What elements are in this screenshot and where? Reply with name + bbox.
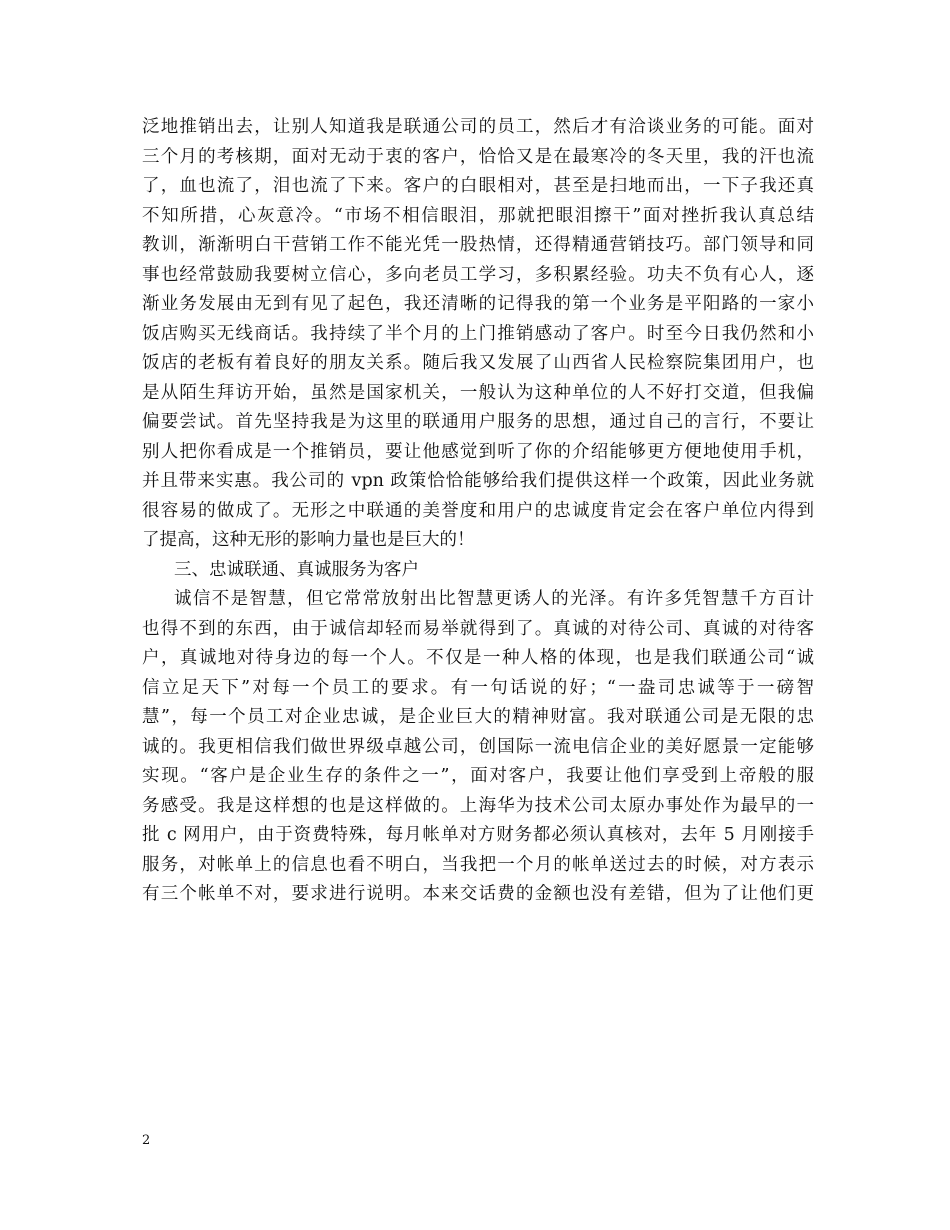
page-number: 2 [142,1133,151,1148]
text-line: 批 c 网用户，由于资费特殊，每月帐单对方财务都必须认真核对，去年 5 月刚接手 [142,825,814,845]
text-line: 并且带来实惠。我公司的 vpn 政策恰恰能够给我们提供这样一个政策，因此业务就 [142,471,814,491]
text-line: 泛地推销出去，让别人知道我是联通公司的员工，然后才有洽谈业务的可能。面对 [142,117,814,137]
text-line: 信立足天下”对每一个员工的要求。有一句话说的好；“一盎司忠诚等于一磅智 [142,677,814,698]
text-line: 很容易的做成了。无形之中联通的美誉度和用户的忠诚度肯定会在客户单位内得到 [142,500,814,521]
text-line: 教训，渐渐明白干营销工作不能光凭一股热情，还得精通营销技巧。部门领导和同 [142,235,814,255]
text-line: 渐业务发展由无到有见了起色，我还清晰的记得我的第一个业务是平阳路的一家小 [142,294,814,314]
text-line: 服务，对帐单上的信息也看不明白，当我把一个月的帐单送过去的时候，对方表示 [142,854,814,875]
text-line: 务感受。我是这样想的也是这样做的。上海华为技术公司太原办事处作为最早的一 [142,795,814,816]
text-line: 实现。“客户是企业生存的条件之一”，面对客户，我要让他们享受到上帝般的服 [142,766,814,786]
text-line: 也得不到的东西，由于诚信却轻而易举就得到了。真诚的对待公司、真诚的对待客 [142,618,814,639]
text-line: 事也经常鼓励我要树立信心，多向老员工学习，多积累经验。功夫不负有心人，逐 [142,264,814,285]
text-line: 户，真诚地对待身边的每一个人。不仅是一种人格的体现，也是我们联通公司“诚 [142,648,814,668]
body-text [142,113,814,910]
text-line: 了，血也流了，泪也流了下来。客户的白眼相对，甚至是扫地而出，一下子我还真 [142,176,814,196]
text-line: 是从陌生拜访开始，虽然是国家机关，一般认为这种单位的人不好打交道，但我偏 [142,382,814,403]
text-line: 诚的。我更相信我们做世界级卓越公司，创国际一流电信企业的美好愿景一定能够 [142,736,814,757]
text-line: 有三个帐单不对，要求进行说明。本来交话费的金额也没有差错，但为了让他们更 [142,884,814,904]
text-line: 不知所措，心灰意冷。“市场不相信眼泪，那就把眼泪擦干”面对挫折我认真总结 [142,205,814,226]
text-line: 了提高，这种无形的影响力量也是巨大的！ [142,530,475,550]
text-line: 偏要尝试。首先坚持我是为这里的联通用户服务的思想，通过自己的言行，不要让 [142,412,814,432]
text-line: 三个月的考核期，面对无动于衷的客户，恰恰又是在最寒冷的冬天里，我的汗也流 [142,146,814,167]
text-line: 诚信不是智慧，但它常常放射出比智慧更诱人的光泽。有许多凭智慧千方百计 [174,589,814,609]
text-line: 三、忠诚联通、真诚服务为客户 [174,559,419,580]
text-line: 慧”，每一个员工对企业忠诚，是企业巨大的精神财富。我对联通公司是无限的忠 [142,707,814,727]
text-line: 别人把你看成是一个推销员，要让他感觉到听了你的介绍能够更方便地使用手机， [142,441,814,462]
text-line: 饭店购买无线商话。我持续了半个月的上门推销感动了客户。时至今日我仍然和小 [142,323,814,344]
text-line: 饭店的老板有着良好的朋友关系。随后我又发展了山西省人民检察院集团用户，也 [142,353,814,373]
